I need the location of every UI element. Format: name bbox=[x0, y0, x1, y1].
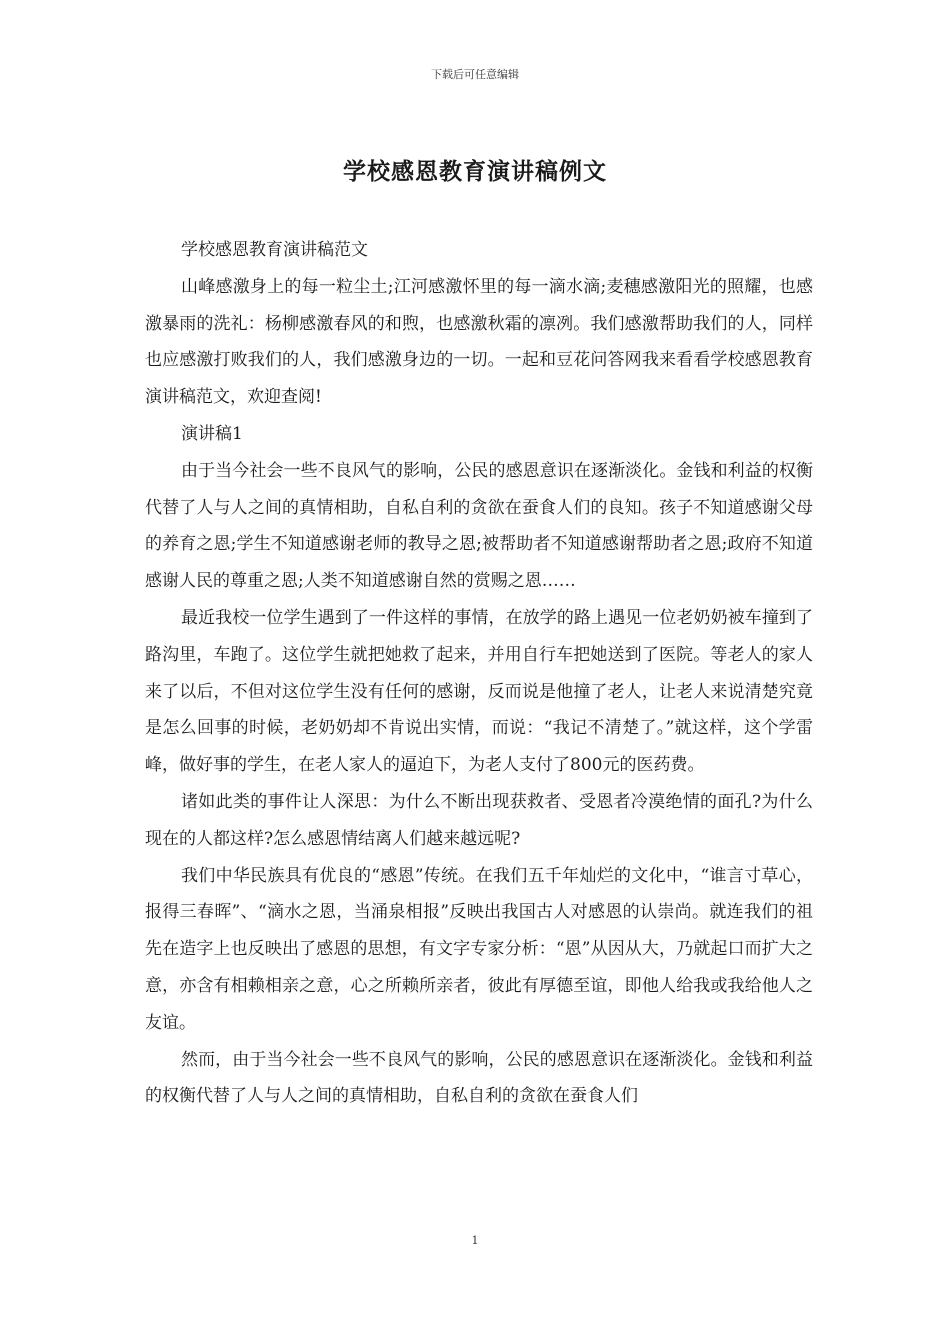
page-number: 1 bbox=[471, 1234, 479, 1247]
page-header-note: 下载后可任意编辑 bbox=[431, 68, 519, 81]
document-title: 学校感恩教育演讲稿例文 bbox=[343, 158, 607, 185]
paragraph-subtitle: 学校感恩教育演讲稿范文 bbox=[181, 240, 368, 260]
paragraph-body-2: 最近我校一位学生遇到了一件这样的事情，在放学的路上遇见一位老奶奶被车撞到了路沟里，车跑了。这位学生就把她救了起来，并用自行车把她送到了医院。等老人的家人来了以后，不但对这位学生没有任何的感谢，反而说是他撞了老人，让老人来说清楚究竟是怎么回事的时候，老奶奶却不肯说出实情，而说：“我记不清楚了。”就这样，这个学雷峰，做好事的学生，在老人家人的逼迫下，为老人支付了800元的医药费。 bbox=[145, 607, 813, 776]
paragraph-body-1: 由于当今社会一些不良风气的影响，公民的感恩意识在逐渐淡化。金钱和利益的权衡代替了人与人之间的真情相助，自私自利的贪欲在蚕食人们的良知。孩子不知道感谢父母的养育之恩;学生不知道感谢老师的教导之恩;被帮助者不知道感谢帮助者之恩;政府不知道感谢人民的尊重之恩;人类不知道感谢自然的赏赐之恩…… bbox=[145, 460, 813, 592]
paragraph-body-3: 诸如此类的事件让人深思：为什么不断出现获救者、受恩者冷漠绝情的面孔?为什么现在的人都这样?怎么感恩情结离人们越来越远呢? bbox=[145, 791, 813, 849]
paragraph-body-5: 然而，由于当今社会一些不良风气的影响，公民的感恩意识在逐渐淡化。金钱和利益的权衡代替了人与人之间的真情相助，自私自利的贪欲在蚕食人们 bbox=[145, 1049, 813, 1107]
paragraph-intro: 山峰感激身上的每一粒尘土;江河感激怀里的每一滴水滴;麦穗感激阳光的照耀，也感激暴雨的洗礼：杨柳感激春风的和煦，也感激秋霜的凛冽。我们感激帮助我们的人，同样也应感激打败我们的人，我们感激身边的一切。一起和豆花问答网我来看看学校感恩教育演讲稿范文，欢迎查阅! bbox=[145, 276, 813, 408]
document-body bbox=[145, 232, 813, 1115]
paragraph-body-4: 我们中华民族具有优良的“感恩”传统。在我们五千年灿烂的文化中，“谁言寸草心，报得三春晖”、“滴水之恩，当涌泉相报”反映出我国古人对感恩的认崇尚。就连我们的祖先在造字上也反映出了感恩的思想，有文字专家分析：“恩”从因从大，乃就起口而扩大之意，亦含有相赖相亲之意，心之所赖所亲者，彼此有厚德至谊，即他人给我或我给他人之友谊。 bbox=[145, 865, 813, 1033]
paragraph-speech-heading: 演讲稿1 bbox=[181, 423, 243, 444]
